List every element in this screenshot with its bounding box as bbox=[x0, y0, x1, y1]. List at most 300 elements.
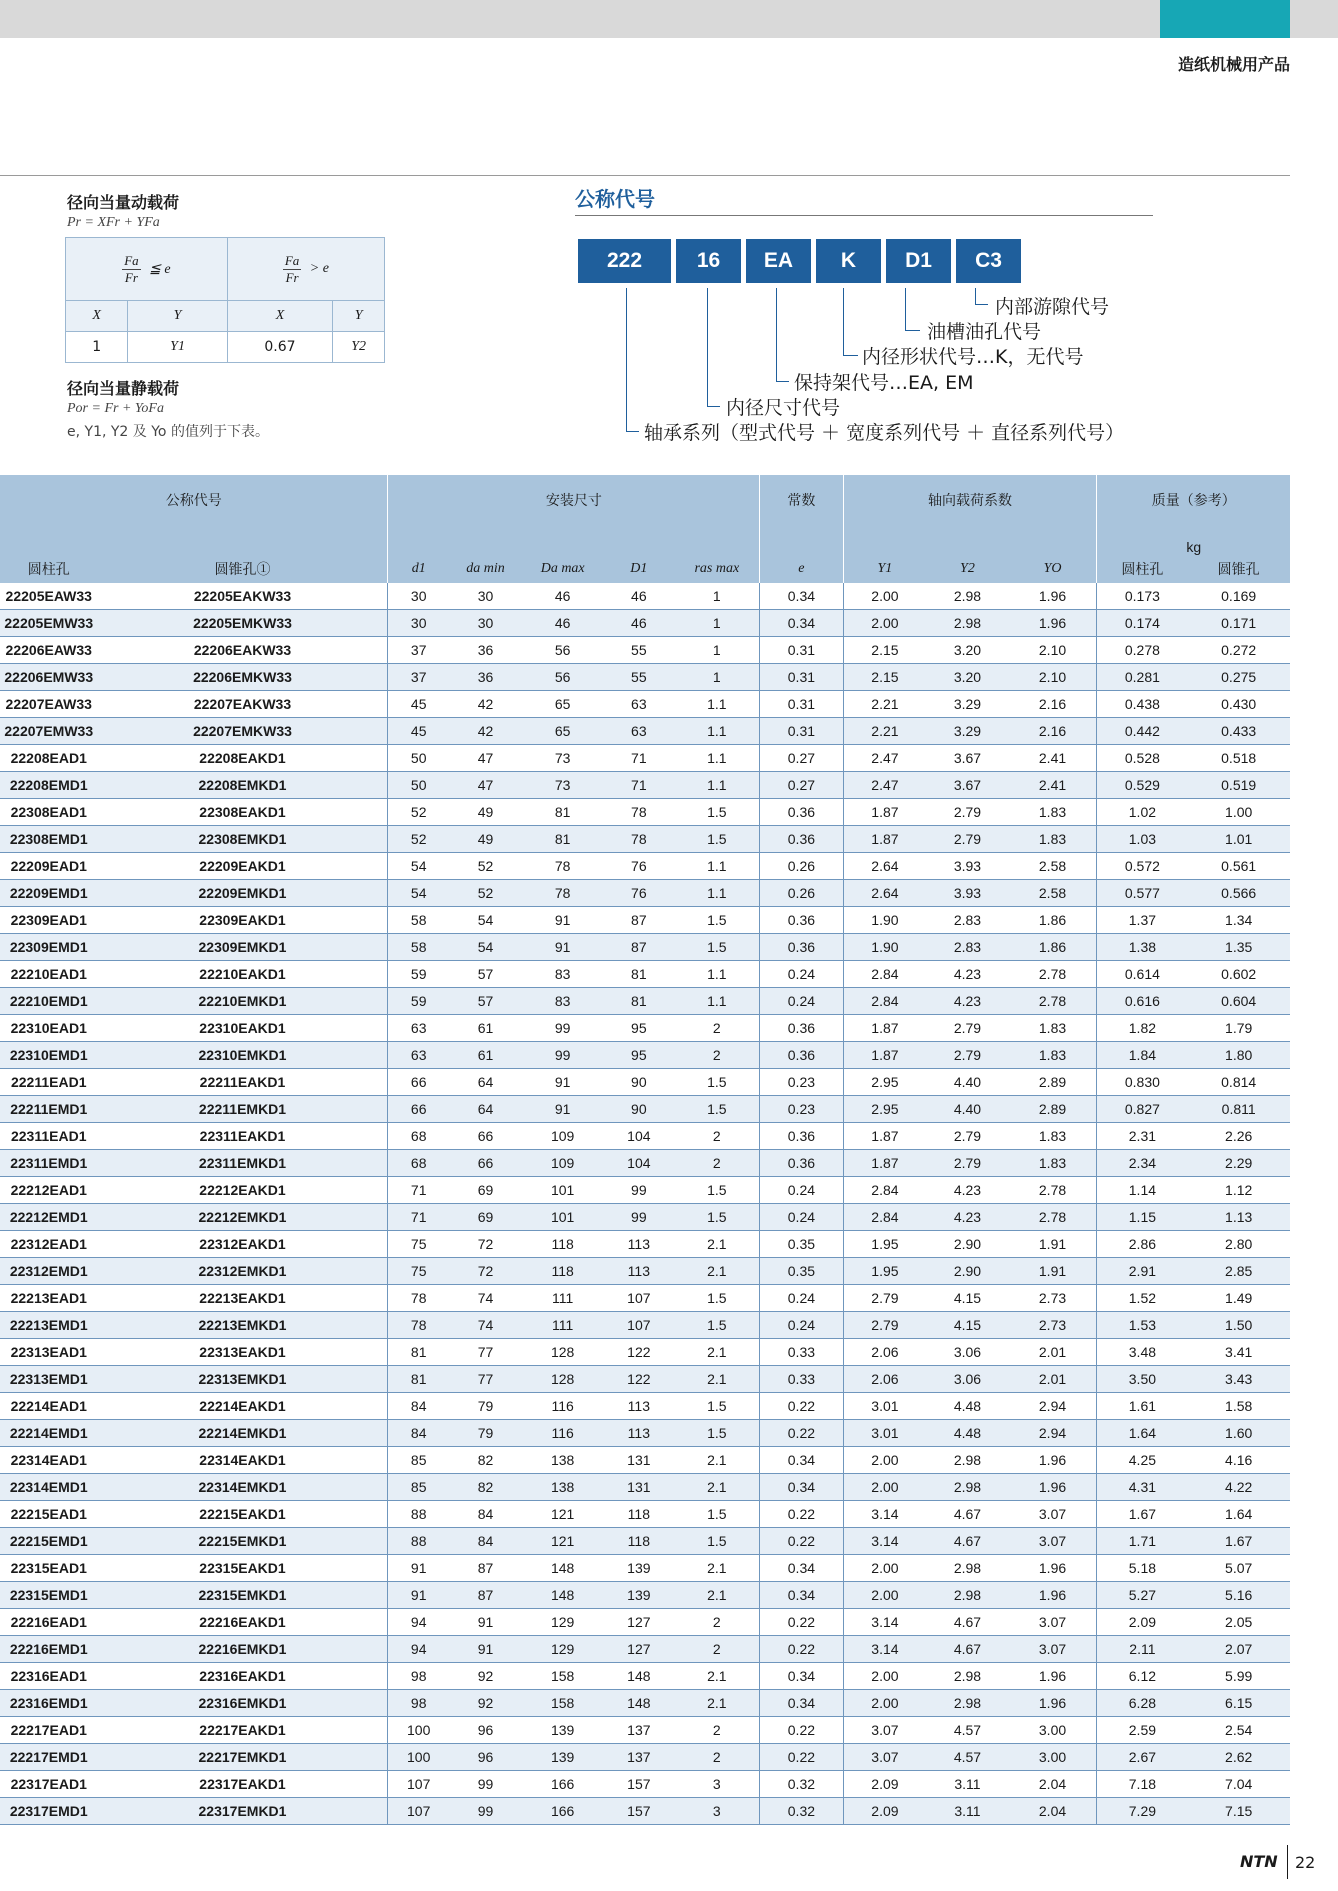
table-cell: 50 bbox=[388, 745, 449, 772]
table-cell: 76 bbox=[603, 880, 674, 907]
bearing-code-cell: 22310EMD1 bbox=[0, 1042, 98, 1069]
table-cell: 1.60 bbox=[1187, 1420, 1290, 1447]
table-row bbox=[0, 1609, 1290, 1636]
ratio-condition-right: $\frac{Fa}{Fr}$ > e bbox=[227, 238, 384, 301]
table-cell: 76 bbox=[603, 853, 674, 880]
table-cell: 1.5 bbox=[674, 1204, 759, 1231]
table-cell: 3.07 bbox=[1009, 1609, 1097, 1636]
table-cell: 0.528 bbox=[1097, 745, 1187, 772]
table-cell: 2.06 bbox=[843, 1339, 926, 1366]
table-cell: 2.29 bbox=[1187, 1150, 1290, 1177]
table-row bbox=[0, 1420, 1290, 1447]
bearing-code-cell: 22317EAKD1 bbox=[98, 1771, 388, 1798]
column-header: D1 bbox=[603, 555, 674, 583]
table-row bbox=[0, 1447, 1290, 1474]
table-cell: 128 bbox=[522, 1339, 603, 1366]
table-cell: 2.16 bbox=[1009, 691, 1097, 718]
table-cell: 63 bbox=[388, 1015, 449, 1042]
section-title: 造纸机械用产品 bbox=[1177, 55, 1290, 74]
code-box-lubrication: D1 bbox=[886, 239, 951, 283]
table-cell: 55 bbox=[603, 637, 674, 664]
table-cell: 99 bbox=[449, 1771, 522, 1798]
table-cell: 0.22 bbox=[760, 1501, 843, 1528]
table-cell: 1.53 bbox=[1097, 1312, 1187, 1339]
table-cell: 1.61 bbox=[1097, 1393, 1187, 1420]
table-row bbox=[0, 1582, 1290, 1609]
table-cell: 54 bbox=[388, 853, 449, 880]
table-cell: 0.561 bbox=[1187, 853, 1290, 880]
code-box-bore: 16 bbox=[676, 239, 741, 283]
bearing-code-cell: 22214EMKD1 bbox=[98, 1420, 388, 1447]
table-cell: 3.01 bbox=[843, 1420, 926, 1447]
table-cell: 0.830 bbox=[1097, 1069, 1187, 1096]
table-cell: 2.86 bbox=[1097, 1231, 1187, 1258]
table-cell: 0.23 bbox=[760, 1096, 843, 1123]
table-cell: 1.87 bbox=[843, 1150, 926, 1177]
table-cell: 74 bbox=[449, 1285, 522, 1312]
table-row bbox=[0, 880, 1290, 907]
table-cell: 2.1 bbox=[674, 1690, 759, 1717]
table-cell: 52 bbox=[449, 880, 522, 907]
table-cell: 92 bbox=[449, 1690, 522, 1717]
table-cell: 101 bbox=[522, 1204, 603, 1231]
table-cell: 50 bbox=[388, 772, 449, 799]
table-cell: 46 bbox=[603, 610, 674, 637]
table-cell: 0.23 bbox=[760, 1069, 843, 1096]
table-cell: 1.90 bbox=[843, 907, 926, 934]
table-cell: 1.95 bbox=[843, 1258, 926, 1285]
table-cell: 3.43 bbox=[1187, 1366, 1290, 1393]
table-cell: 1.96 bbox=[1009, 1474, 1097, 1501]
header-mass: 质量（参考） bbox=[1097, 475, 1290, 525]
bearing-code-cell: 22211EAKD1 bbox=[98, 1069, 388, 1096]
bearing-code-cell: 22317EMKD1 bbox=[98, 1798, 388, 1825]
table-cell: 0.27 bbox=[760, 772, 843, 799]
table-cell: 74 bbox=[449, 1312, 522, 1339]
table-cell: 137 bbox=[603, 1717, 674, 1744]
bearing-code-cell: 22216EMKD1 bbox=[98, 1636, 388, 1663]
table-cell: 1.5 bbox=[674, 1393, 759, 1420]
static-load-title: 径向当量静载荷 bbox=[67, 379, 180, 398]
table-cell: 1.5 bbox=[674, 1501, 759, 1528]
brand-logo: NTN bbox=[1240, 1852, 1278, 1871]
table-cell: 2.62 bbox=[1187, 1744, 1290, 1771]
bearing-code-cell: 22209EAD1 bbox=[0, 853, 98, 880]
column-header: 圆锥孔 bbox=[1187, 555, 1290, 583]
table-cell: 1.5 bbox=[674, 826, 759, 853]
col-header-y: Y bbox=[333, 301, 385, 332]
table-row bbox=[0, 1528, 1290, 1555]
col-header-x: X bbox=[66, 301, 128, 332]
table-cell: 2.79 bbox=[926, 1150, 1008, 1177]
table-cell: 2.1 bbox=[674, 1663, 759, 1690]
table-cell: 104 bbox=[603, 1150, 674, 1177]
table-cell: 122 bbox=[603, 1339, 674, 1366]
table-cell: 1.96 bbox=[1009, 610, 1097, 637]
table-cell: 1.34 bbox=[1187, 907, 1290, 934]
bearing-code-cell: 22206EMW33 bbox=[0, 664, 98, 691]
table-cell: 90 bbox=[603, 1096, 674, 1123]
bearing-code-cell: 22208EAKD1 bbox=[98, 745, 388, 772]
table-cell: 107 bbox=[603, 1285, 674, 1312]
table-row bbox=[0, 988, 1290, 1015]
table-cell: 78 bbox=[603, 826, 674, 853]
bearing-code-cell: 22206EAW33 bbox=[0, 637, 98, 664]
table-cell: 2.01 bbox=[1009, 1339, 1097, 1366]
table-cell: 2.78 bbox=[1009, 1204, 1097, 1231]
table-cell: 0.614 bbox=[1097, 961, 1187, 988]
table-cell: 1.96 bbox=[1009, 1663, 1097, 1690]
bearing-code-cell: 22205EAW33 bbox=[0, 583, 98, 610]
table-cell: 0.27 bbox=[760, 745, 843, 772]
table-cell: 91 bbox=[449, 1636, 522, 1663]
column-header: Y2 bbox=[926, 555, 1008, 583]
table-cell: 2.09 bbox=[843, 1771, 926, 1798]
table-cell: 69 bbox=[449, 1204, 522, 1231]
value-x: 0.67 bbox=[227, 332, 332, 363]
bearing-code-cell: 22211EMKD1 bbox=[98, 1096, 388, 1123]
table-cell: 0.31 bbox=[760, 637, 843, 664]
divider bbox=[0, 175, 1290, 176]
table-cell: 0.34 bbox=[760, 1474, 843, 1501]
table-cell: 94 bbox=[388, 1609, 449, 1636]
table-cell: 2.89 bbox=[1009, 1096, 1097, 1123]
table-cell: 3.07 bbox=[1009, 1636, 1097, 1663]
table-cell: 1.01 bbox=[1187, 826, 1290, 853]
table-cell: 46 bbox=[522, 583, 603, 610]
table-cell: 0.33 bbox=[760, 1339, 843, 1366]
table-row bbox=[0, 1015, 1290, 1042]
table-cell: 148 bbox=[522, 1555, 603, 1582]
table-cell: 96 bbox=[449, 1717, 522, 1744]
table-cell: 4.15 bbox=[926, 1312, 1008, 1339]
bearing-code-cell: 22213EMKD1 bbox=[98, 1312, 388, 1339]
bearing-code-cell: 22311EMD1 bbox=[0, 1150, 98, 1177]
table-cell: 4.48 bbox=[926, 1420, 1008, 1447]
table-cell: 63 bbox=[603, 718, 674, 745]
table-cell: 2.41 bbox=[1009, 772, 1097, 799]
table-cell: 91 bbox=[388, 1582, 449, 1609]
bearing-code-cell: 22216EMD1 bbox=[0, 1636, 98, 1663]
table-cell: 1.5 bbox=[674, 1528, 759, 1555]
table-cell: 0.34 bbox=[760, 1555, 843, 1582]
bearing-code-cell: 22209EMD1 bbox=[0, 880, 98, 907]
table-cell: 109 bbox=[522, 1123, 603, 1150]
ratio-condition-left: $\frac{Fa}{Fr}$ ≦ e bbox=[66, 238, 228, 301]
table-cell: 1.5 bbox=[674, 934, 759, 961]
table-cell: 1 bbox=[674, 610, 759, 637]
table-cell: 0.519 bbox=[1187, 772, 1290, 799]
table-cell: 0.34 bbox=[760, 1663, 843, 1690]
table-cell: 84 bbox=[449, 1528, 522, 1555]
bearing-code-cell: 22214EAD1 bbox=[0, 1393, 98, 1420]
bearing-code-cell: 22215EMD1 bbox=[0, 1528, 98, 1555]
top-band bbox=[0, 0, 1338, 38]
table-cell: 81 bbox=[603, 961, 674, 988]
table-cell: 3.20 bbox=[926, 664, 1008, 691]
table-cell: 1.87 bbox=[843, 1015, 926, 1042]
table-cell: 2.00 bbox=[843, 583, 926, 610]
table-cell: 0.169 bbox=[1187, 583, 1290, 610]
bearing-code-cell: 22217EMKD1 bbox=[98, 1744, 388, 1771]
table-row bbox=[0, 1231, 1290, 1258]
table-cell: 0.616 bbox=[1097, 988, 1187, 1015]
table-cell: 139 bbox=[522, 1717, 603, 1744]
table-row bbox=[0, 1258, 1290, 1285]
table-cell: 2.79 bbox=[926, 1015, 1008, 1042]
table-cell: 148 bbox=[522, 1582, 603, 1609]
bearing-code-cell: 22317EMD1 bbox=[0, 1798, 98, 1825]
table-cell: 111 bbox=[522, 1285, 603, 1312]
bearing-code-cell: 22312EMD1 bbox=[0, 1258, 98, 1285]
table-cell: 2.59 bbox=[1097, 1717, 1187, 1744]
table-cell: 2.80 bbox=[1187, 1231, 1290, 1258]
table-cell: 98 bbox=[388, 1663, 449, 1690]
table-cell: 0.35 bbox=[760, 1258, 843, 1285]
bearing-table-container bbox=[0, 475, 1290, 1825]
table-cell: 1.1 bbox=[674, 718, 759, 745]
table-cell: 0.31 bbox=[760, 691, 843, 718]
table-cell: 118 bbox=[603, 1501, 674, 1528]
table-cell: 2 bbox=[674, 1015, 759, 1042]
table-cell: 81 bbox=[388, 1366, 449, 1393]
bearing-code-cell: 22313EAD1 bbox=[0, 1339, 98, 1366]
table-cell: 2.98 bbox=[926, 1582, 1008, 1609]
table-cell: 104 bbox=[603, 1123, 674, 1150]
table-cell: 1.15 bbox=[1097, 1204, 1187, 1231]
table-cell: 78 bbox=[388, 1312, 449, 1339]
table-cell: 0.602 bbox=[1187, 961, 1290, 988]
table-cell: 100 bbox=[388, 1744, 449, 1771]
table-cell: 4.57 bbox=[926, 1744, 1008, 1771]
table-cell: 157 bbox=[603, 1798, 674, 1825]
table-row bbox=[0, 1744, 1290, 1771]
table-cell: 0.26 bbox=[760, 880, 843, 907]
table-cell: 1.5 bbox=[674, 1069, 759, 1096]
table-row bbox=[0, 718, 1290, 745]
page-number: 22 bbox=[1295, 1853, 1316, 1872]
table-cell: 82 bbox=[449, 1474, 522, 1501]
table-cell: 0.31 bbox=[760, 718, 843, 745]
bearing-code-cell: 22215EAKD1 bbox=[98, 1501, 388, 1528]
table-cell: 1.1 bbox=[674, 745, 759, 772]
table-cell: 2.58 bbox=[1009, 853, 1097, 880]
table-cell: 91 bbox=[522, 907, 603, 934]
table-cell: 5.27 bbox=[1097, 1582, 1187, 1609]
table-row bbox=[0, 1204, 1290, 1231]
table-cell: 36 bbox=[449, 664, 522, 691]
table-cell: 2.64 bbox=[843, 880, 926, 907]
table-cell: 30 bbox=[388, 610, 449, 637]
bearing-code-cell: 22314EMD1 bbox=[0, 1474, 98, 1501]
table-cell: 2.1 bbox=[674, 1258, 759, 1285]
table-cell: 1.64 bbox=[1097, 1420, 1187, 1447]
table-cell: 2.10 bbox=[1009, 637, 1097, 664]
table-cell: 4.67 bbox=[926, 1609, 1008, 1636]
table-cell: 1.83 bbox=[1009, 826, 1097, 853]
table-cell: 3.00 bbox=[1009, 1744, 1097, 1771]
table-row bbox=[0, 1717, 1290, 1744]
table-cell: 78 bbox=[522, 880, 603, 907]
bearing-code-cell: 22308EMD1 bbox=[0, 826, 98, 853]
table-row bbox=[0, 907, 1290, 934]
table-cell: 1.91 bbox=[1009, 1258, 1097, 1285]
table-row bbox=[0, 934, 1290, 961]
table-cell: 72 bbox=[449, 1258, 522, 1285]
table-cell: 1.67 bbox=[1187, 1528, 1290, 1555]
bearing-code-cell: 22311EAD1 bbox=[0, 1123, 98, 1150]
table-cell: 113 bbox=[603, 1420, 674, 1447]
column-header: da min bbox=[449, 555, 522, 583]
table-cell: 45 bbox=[388, 718, 449, 745]
table-cell: 83 bbox=[522, 961, 603, 988]
table-cell: 2.00 bbox=[843, 610, 926, 637]
table-cell: 2.78 bbox=[1009, 988, 1097, 1015]
table-cell: 0.518 bbox=[1187, 745, 1290, 772]
table-cell: 0.31 bbox=[760, 664, 843, 691]
table-cell: 87 bbox=[603, 907, 674, 934]
column-header: Da max bbox=[522, 555, 603, 583]
table-cell: 64 bbox=[449, 1096, 522, 1123]
table-cell: 2.79 bbox=[843, 1285, 926, 1312]
table-cell: 54 bbox=[388, 880, 449, 907]
table-cell: 148 bbox=[603, 1663, 674, 1690]
bearing-code-cell: 22211EMD1 bbox=[0, 1096, 98, 1123]
table-cell: 85 bbox=[388, 1474, 449, 1501]
table-cell: 6.15 bbox=[1187, 1690, 1290, 1717]
table-cell: 2.15 bbox=[843, 664, 926, 691]
table-cell: 0.814 bbox=[1187, 1069, 1290, 1096]
bearing-code-cell: 22313EMKD1 bbox=[98, 1366, 388, 1393]
table-cell: 79 bbox=[449, 1420, 522, 1447]
bearing-code-cell: 22313EMD1 bbox=[0, 1366, 98, 1393]
column-header: YO bbox=[1009, 555, 1097, 583]
header-designation: 公称代号 bbox=[0, 475, 388, 525]
table-cell: 4.40 bbox=[926, 1069, 1008, 1096]
table-cell: 2.98 bbox=[926, 1447, 1008, 1474]
table-cell: 91 bbox=[522, 1069, 603, 1096]
bearing-code-cell: 22215EAD1 bbox=[0, 1501, 98, 1528]
table-cell: 4.15 bbox=[926, 1285, 1008, 1312]
table-cell: 1.5 bbox=[674, 1285, 759, 1312]
table-cell: 69 bbox=[449, 1177, 522, 1204]
table-cell: 0.281 bbox=[1097, 664, 1187, 691]
table-cell: 88 bbox=[388, 1528, 449, 1555]
table-cell: 52 bbox=[388, 826, 449, 853]
table-cell: 3.07 bbox=[843, 1717, 926, 1744]
table-cell: 2.85 bbox=[1187, 1258, 1290, 1285]
bearing-code-cell: 22217EAD1 bbox=[0, 1717, 98, 1744]
table-cell: 1.87 bbox=[843, 826, 926, 853]
table-cell: 2.00 bbox=[843, 1555, 926, 1582]
table-row bbox=[0, 1177, 1290, 1204]
legend-connector bbox=[776, 288, 789, 382]
column-header: d1 bbox=[388, 555, 449, 583]
table-cell: 1.1 bbox=[674, 772, 759, 799]
bearing-code-cell: 22308EAKD1 bbox=[98, 799, 388, 826]
table-cell: 3.29 bbox=[926, 718, 1008, 745]
legend-connector bbox=[843, 288, 858, 356]
table-cell: 2.84 bbox=[843, 961, 926, 988]
bearing-code-cell: 22214EMD1 bbox=[0, 1420, 98, 1447]
table-cell: 0.36 bbox=[760, 799, 843, 826]
table-cell: 49 bbox=[449, 826, 522, 853]
bearing-code-cell: 22210EAD1 bbox=[0, 961, 98, 988]
table-cell: 139 bbox=[603, 1555, 674, 1582]
table-cell: 65 bbox=[522, 691, 603, 718]
table-cell: 1.5 bbox=[674, 1312, 759, 1339]
table-cell: 4.48 bbox=[926, 1393, 1008, 1420]
bearing-code-cell: 22210EMKD1 bbox=[98, 988, 388, 1015]
table-cell: 1.5 bbox=[674, 907, 759, 934]
table-cell: 1.83 bbox=[1009, 1015, 1097, 1042]
table-cell: 65 bbox=[522, 718, 603, 745]
table-cell: 2.79 bbox=[926, 826, 1008, 853]
table-cell: 1.87 bbox=[843, 1123, 926, 1150]
bearing-code-cell: 22315EMD1 bbox=[0, 1582, 98, 1609]
table-cell: 49 bbox=[449, 799, 522, 826]
table-cell: 2.90 bbox=[926, 1258, 1008, 1285]
table-cell: 87 bbox=[603, 934, 674, 961]
table-cell: 1.83 bbox=[1009, 799, 1097, 826]
table-cell: 58 bbox=[388, 907, 449, 934]
bearing-code-cell: 22212EMD1 bbox=[0, 1204, 98, 1231]
table-cell: 121 bbox=[522, 1528, 603, 1555]
static-load-formula: Por = Fr + YoFa bbox=[67, 401, 164, 416]
table-cell: 1.52 bbox=[1097, 1285, 1187, 1312]
table-cell: 7.15 bbox=[1187, 1798, 1290, 1825]
table-cell: 2.89 bbox=[1009, 1069, 1097, 1096]
bearing-code-cell: 22215EMKD1 bbox=[98, 1528, 388, 1555]
table-cell: 2 bbox=[674, 1744, 759, 1771]
table-cell: 47 bbox=[449, 745, 522, 772]
table-cell: 78 bbox=[522, 853, 603, 880]
table-cell: 98 bbox=[388, 1690, 449, 1717]
table-cell: 139 bbox=[522, 1744, 603, 1771]
bearing-code-cell: 22309EMD1 bbox=[0, 934, 98, 961]
table-cell: 4.40 bbox=[926, 1096, 1008, 1123]
table-cell: 5.99 bbox=[1187, 1663, 1290, 1690]
column-header: e bbox=[760, 555, 843, 583]
bearing-code-cell: 22216EAD1 bbox=[0, 1609, 98, 1636]
table-cell: 52 bbox=[388, 799, 449, 826]
bearing-code-cell: 22310EMKD1 bbox=[98, 1042, 388, 1069]
table-cell: 2 bbox=[674, 1150, 759, 1177]
table-cell: 92 bbox=[449, 1663, 522, 1690]
table-cell: 122 bbox=[603, 1366, 674, 1393]
table-cell: 99 bbox=[522, 1015, 603, 1042]
table-cell: 3.50 bbox=[1097, 1366, 1187, 1393]
table-cell: 2.15 bbox=[843, 637, 926, 664]
bearing-code-cell: 22316EAD1 bbox=[0, 1663, 98, 1690]
column-header: 圆锥孔① bbox=[98, 555, 388, 583]
table-cell: 1.67 bbox=[1097, 1501, 1187, 1528]
bearing-code-cell: 22315EAKD1 bbox=[98, 1555, 388, 1582]
table-cell: 46 bbox=[603, 583, 674, 610]
table-cell: 2.1 bbox=[674, 1366, 759, 1393]
bearing-code-cell: 22310EAKD1 bbox=[98, 1015, 388, 1042]
table-cell: 2.00 bbox=[843, 1582, 926, 1609]
table-cell: 1.5 bbox=[674, 1177, 759, 1204]
bearing-code-cell: 22207EAW33 bbox=[0, 691, 98, 718]
top-accent-bar bbox=[1160, 0, 1290, 38]
table-cell: 1.37 bbox=[1097, 907, 1187, 934]
table-cell: 37 bbox=[388, 664, 449, 691]
table-cell: 81 bbox=[522, 799, 603, 826]
col-header-x: X bbox=[227, 301, 332, 332]
header-constant: 常数 bbox=[760, 475, 843, 525]
table-cell: 131 bbox=[603, 1474, 674, 1501]
